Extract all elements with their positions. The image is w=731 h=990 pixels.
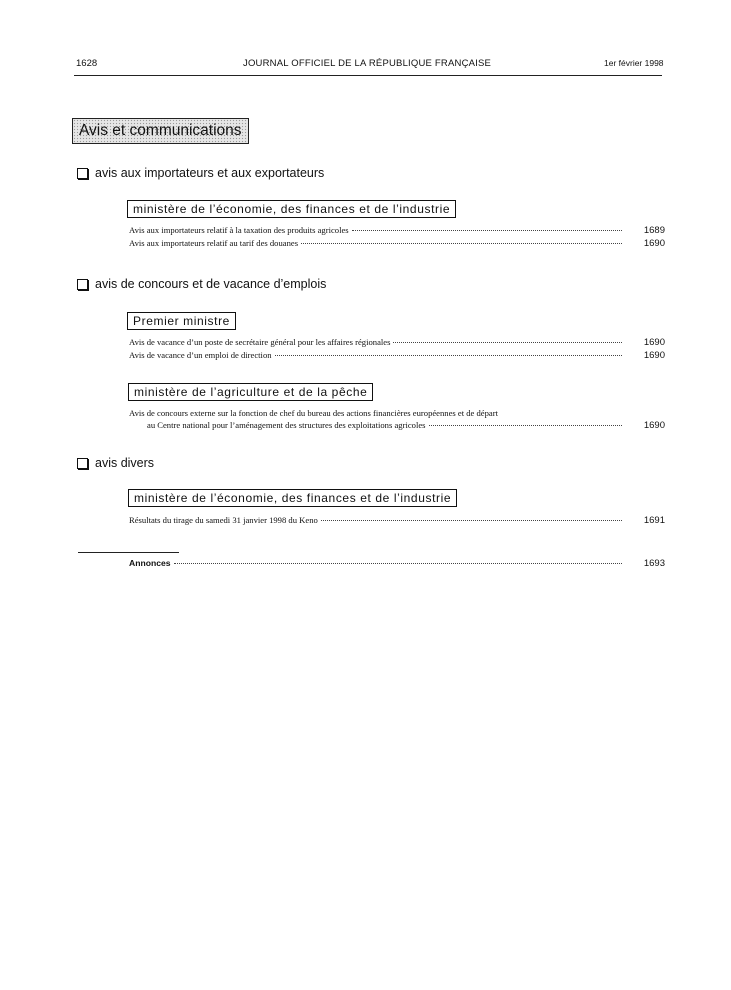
dot-leader	[393, 342, 622, 343]
entry-text: Avis de vacance d’un emploi de direction	[129, 350, 272, 360]
entry-page: 1690	[643, 350, 665, 361]
entries-premier-ministre	[129, 337, 665, 363]
toc-entry[interactable]	[129, 337, 665, 350]
section-heading-concours	[77, 277, 326, 291]
header-page-number: 1628	[76, 58, 98, 69]
entry-text-line1: Avis de concours externe sur la fonction de chef du bureau des actions financières européennes et de départ	[129, 408, 498, 418]
annonces-page: 1693	[643, 558, 665, 569]
checkbox-square-icon	[77, 168, 88, 179]
toc-entry[interactable]	[129, 350, 665, 363]
toc-entry[interactable]	[129, 238, 665, 251]
entry-text: Avis aux importateurs relatif à la taxation des produits agricoles	[129, 225, 349, 235]
entry-text-line2: au Centre national pour l’aménagement des structures des exploitations agricoles	[147, 420, 426, 430]
ministry-box-agriculture: ministère de l’agriculture et de la pêche	[128, 383, 373, 401]
checkbox-square-icon	[77, 458, 88, 469]
entries-economie-2	[129, 515, 665, 528]
checkbox-square-icon	[77, 279, 88, 290]
section-banner: Avis et communications	[72, 118, 249, 144]
dot-leader	[275, 355, 622, 356]
ministry-box-economie-2: ministère de l’économie, des finances et de l’industrie	[128, 489, 457, 507]
toc-entry[interactable]	[129, 420, 665, 433]
entry-page: 1690	[643, 337, 665, 348]
ministry-box-premier-ministre: Premier ministre	[127, 312, 236, 330]
entry-text: Résultats du tirage du samedi 31 janvier 1998 du Keno	[129, 515, 318, 525]
entries-economie	[129, 225, 665, 251]
header-title: JOURNAL OFFICIEL DE LA RÉPUBLIQUE FRANÇAISE	[243, 58, 492, 69]
dot-leader	[301, 243, 622, 244]
entry-text: Avis aux importateurs relatif au tarif des douanes	[129, 238, 299, 248]
section-title: avis divers	[95, 456, 155, 470]
entry-text: Avis de vacance d’un poste de secrétaire général pour les affaires régionales	[129, 337, 391, 347]
header-date: 1er février 1998	[604, 58, 664, 68]
dot-leader	[429, 425, 623, 426]
toc-entry[interactable]	[129, 515, 665, 528]
entry-page: 1690	[643, 420, 665, 431]
header-rule	[74, 75, 662, 76]
toc-entry[interactable]	[129, 558, 665, 571]
entries-agriculture	[129, 408, 665, 433]
annonces-rule	[78, 552, 179, 553]
section-title: avis aux importateurs et aux exportateurs	[95, 166, 325, 180]
section-title: avis de concours et de vacance d’emplois	[95, 277, 327, 291]
dot-leader	[174, 563, 622, 564]
ministry-box-economie: ministère de l’économie, des finances et de l’industrie	[127, 200, 456, 218]
entry-page: 1689	[643, 225, 665, 236]
annonces-entry	[129, 558, 665, 571]
dot-leader	[352, 230, 622, 231]
section-heading-importateurs	[77, 166, 324, 180]
dot-leader	[321, 520, 622, 521]
section-heading-divers	[77, 456, 154, 470]
annonces-label: Annonces	[129, 558, 171, 568]
entry-page: 1690	[643, 238, 665, 249]
entry-page: 1691	[643, 515, 665, 526]
toc-entry[interactable]	[129, 225, 665, 238]
